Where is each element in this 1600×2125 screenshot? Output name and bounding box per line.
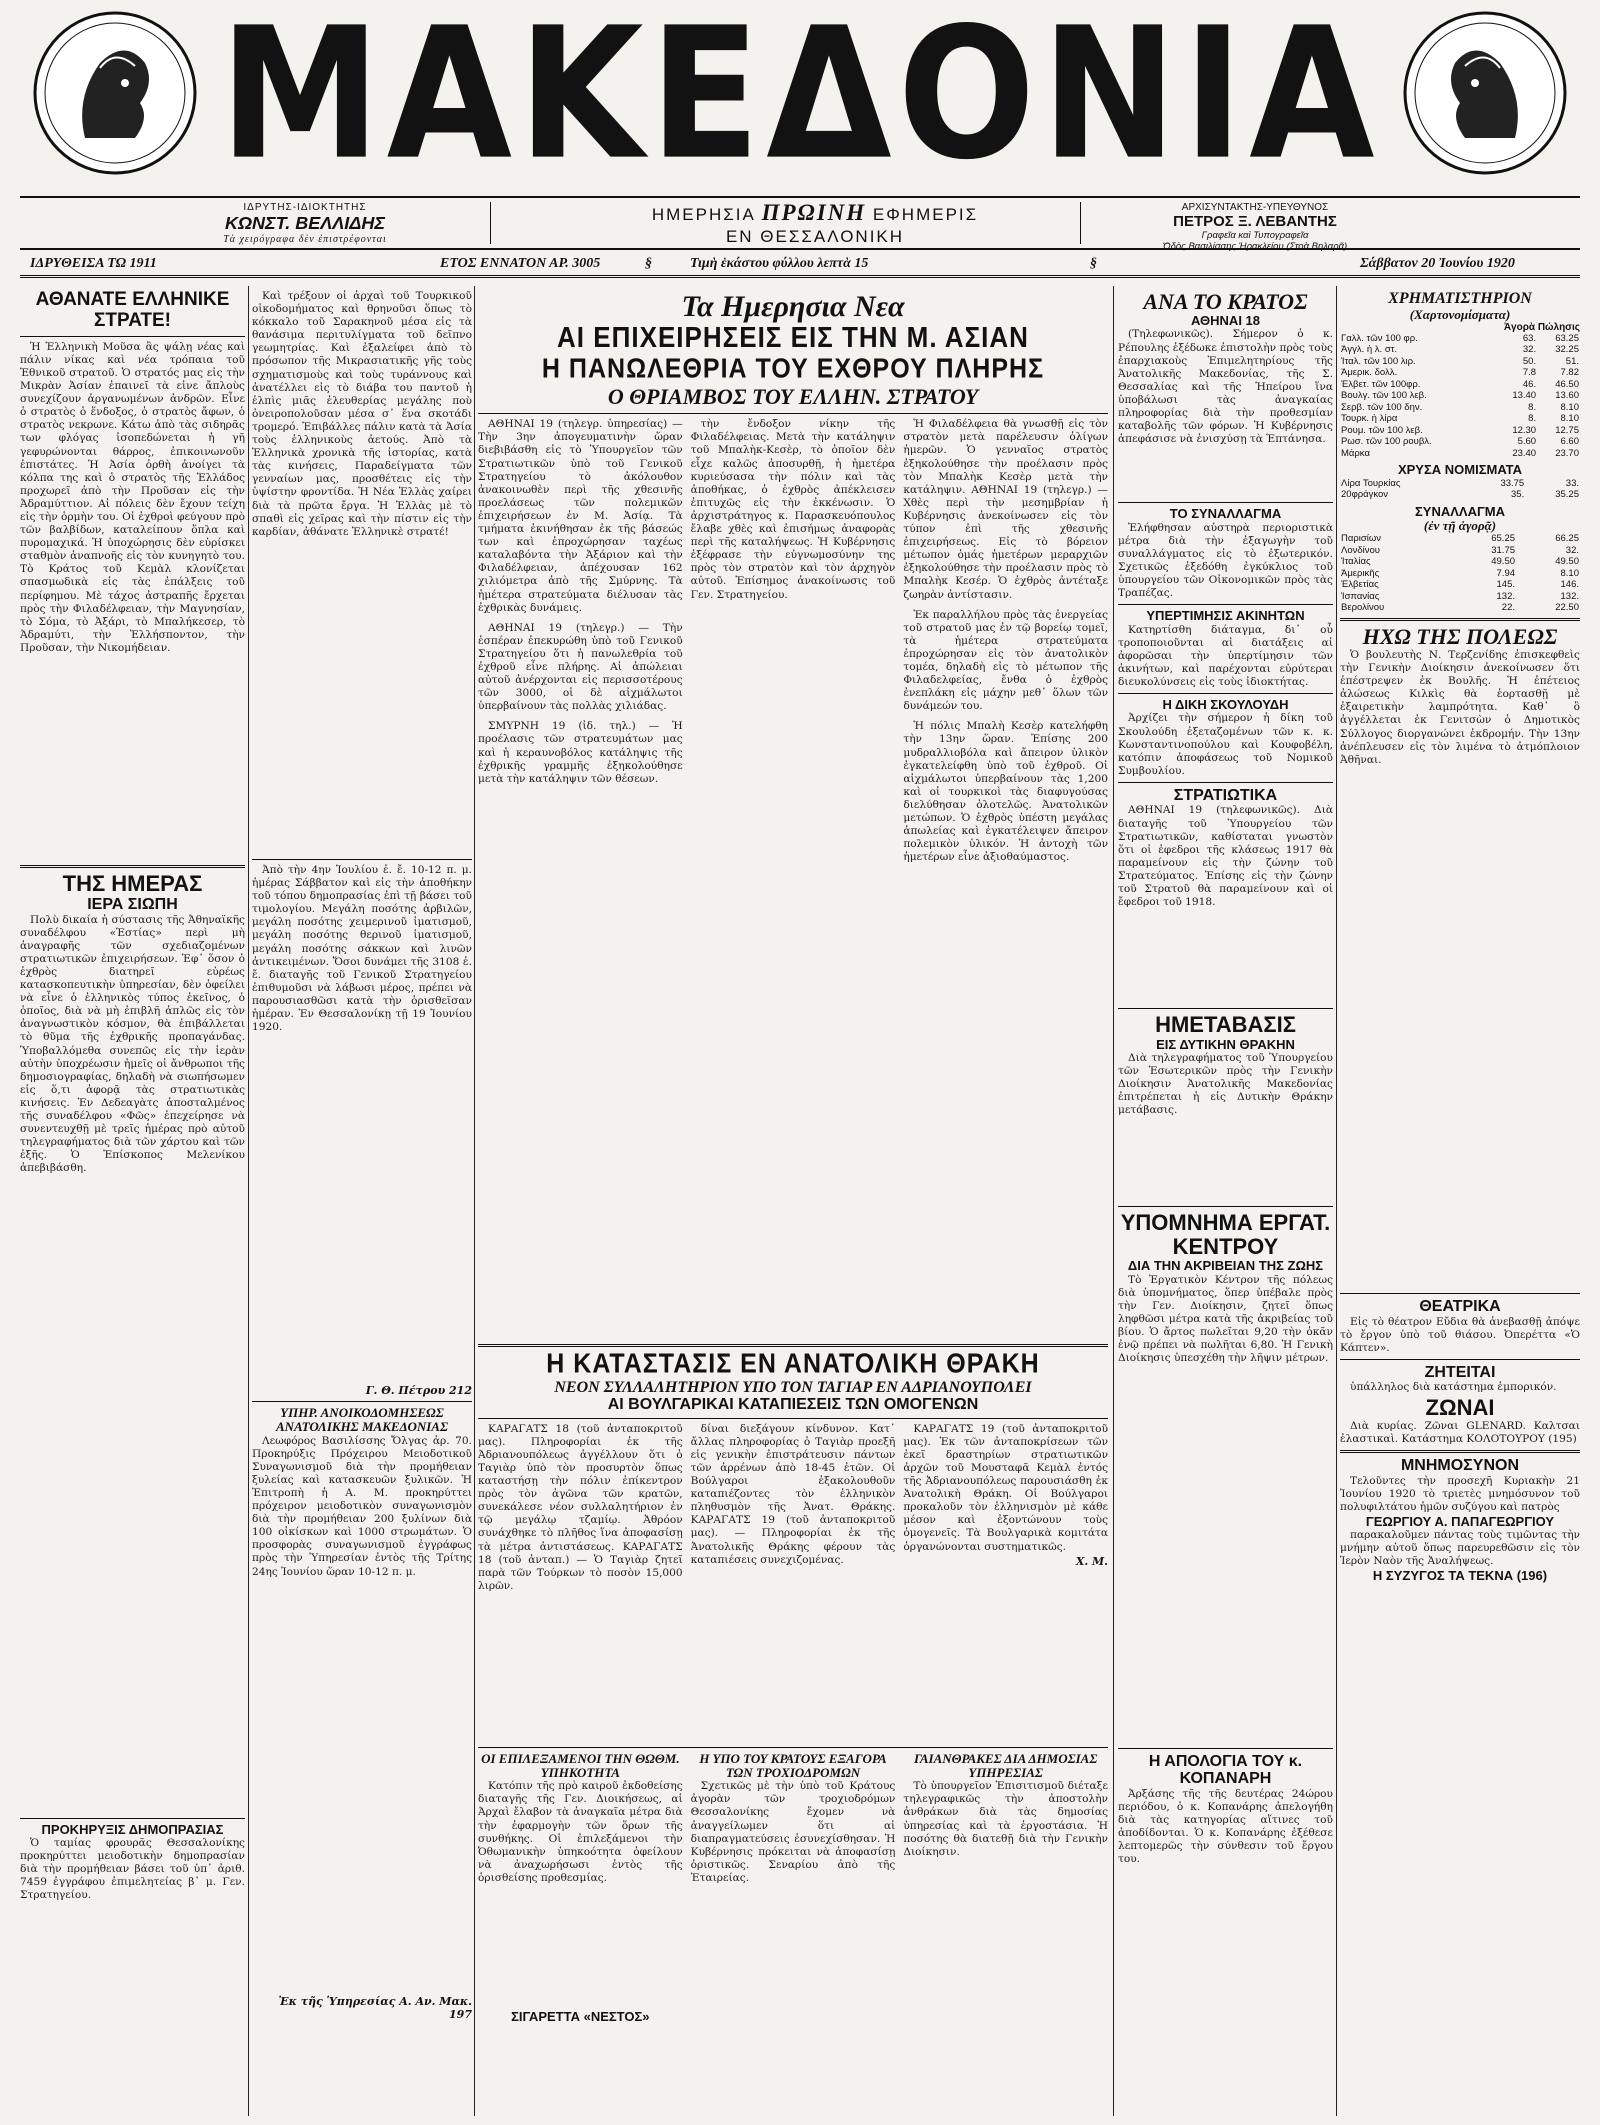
manuscripts-note: Τὰ χειρόγραφα δὲν ἐπιστρέφονται <box>223 234 387 245</box>
subhead-rally: ΝΕΟΝ ΣΥΛΛΑΛΗΤΗΡΙΟΝ ΥΠΟ ΤΟΝ ΤΑΓΙΑΡ ΕΝ ΑΔΡΙΑΝΟΥΠΟΛΕΙ <box>554 1378 1032 1396</box>
divider <box>478 1418 1108 1419</box>
editor-label: ΑΡΧΙΣΥΝΤΑΚΤΗΣ-ΥΠΕΥΘΥΝΟΣ <box>1181 202 1329 213</box>
headline-city-echo: ΗΧΩ ΤΗΣ ΠΟΛΕΩΣ <box>1362 623 1558 649</box>
divider <box>1340 1293 1580 1294</box>
market-currency: Ἰσπανίας <box>1341 590 1380 602</box>
article-exchange-rules <box>1118 522 1333 601</box>
market-currency: Ρουμ. τῶν 100 λεβ. <box>1341 424 1423 436</box>
article-ottoman-nationality-text <box>478 1780 683 2010</box>
headline-exchange: ΣΥΝΑΛΛΑΓΜΑ <box>1414 503 1505 519</box>
market-column-headers: Ἀγορὰ Πώλησις <box>1503 321 1580 333</box>
divider <box>20 336 245 337</box>
article-army-continued <box>252 290 472 855</box>
article-memorandum-body: Τὸ Ἐργατικὸν Κέντρον τῆς πόλεως διὰ ὑπομνήματος, ὅπερ ὑπέβαλε πρὸς τὴν Γεν. Διοίκησιν, ζητεῖ ὅπως ληφθῶσι μέτρα κατὰ τῆς ἀκριβείας τοῦ βίου. Ὁ ἄρτος πωλεῖται 9,20 τὴν ὀκᾶν ἐνῷ πρέπει νὰ πωλῆται 6,80. Ἡ Γενικὴ Διοίκησις ὑπεσχέθη τὴν λῆψιν μέτρων. <box>1118 1273 1333 1365</box>
article-coal-text <box>903 1780 1108 1859</box>
headline-property: ΥΠΕΡΤΙΜΗΣΙΣ ΑΚΙΝΗΤΩΝ <box>1146 608 1305 624</box>
market-rate: 22. <box>1501 602 1516 614</box>
article-army-continued-body: Καὶ τρέξουν οἱ ἀρχαὶ τοῦ Τουρκικοῦ οἰκοδομήματος καὶ θρηνοῦσι ὅπως τὸ κόκκαλο τοῦ Σαρακηνοῦ μέσα εἰς τὰ θανάσιμα περιτυλίγματα τοῦ δεῖπνο γεωμητρίας. Καὶ ἐξαλείφει ἀπὸ τὸ πρόσωπον τῆς Μικρασιατικῆς γῆς τοὺς σχηματισμοὺς καὶ τοὺς τυράννους καὶ ἀνατέλλει εἰς τὸ διάβα του παντοῦ ἡ ἐλπὶς μιᾶς ἐλευθερίας μεγάλης ποὺ ὀνειροπολοῦσαν μέσα σ᾽ ἕνα σκοτάδι τρομερό. Ἐπιβάλλες πάλιν κατὰ τὰ Ἀσία τοὺς ἑλληνικοὺς ἀετούς. Ἀπὸ τὰ Ἑλληνικὰ χρονικὰ τῆς ἱστορίας, κατὰ τὰς κινήσεις, Παραδείγματα τῶν γενναίων μας, προσθέτεις εἰς τὴν ὑψίστην φροντίδα. Ἡ Νέα Ἑλλὰς χαίρει διὰ τὰ πρῶτα ἔργα. Ἡ Ἑλλὰς μὲ τὸ σπαθὶ εἰς χεῖρας καὶ τὴν πίστιν εἰς τὴν καρδίαν, ἀθάνατε Ἑλληνικὲ στρατέ! <box>252 290 472 538</box>
divider <box>1118 502 1333 503</box>
article-military <box>1118 804 1333 1004</box>
market-rate: 63.25 <box>1555 332 1579 344</box>
article-theatre-body: Εἰς τὸ θέατρον Εὔδια θὰ ἀνεβασθῇ ἀπόψε τὸ ἔργον ὑπὸ τοῦ θιάσου. Ὀπερέττα «Ὁ Κάπτεν». <box>1340 1315 1580 1354</box>
notice-reconstruction-headline: ΥΠΗΡ. ΑΝΟΙΚΟΔΟΜΗΣΕΩΣ ΑΝΑΤΟΛΙΚΗΣ ΜΑΚΕΔΟΝΙΑΣ <box>275 1405 449 1435</box>
article-ottoman-nationality <box>478 1752 683 2052</box>
signature: Γ. Θ. Πέτρου 212 <box>365 1384 472 1397</box>
column-rule <box>1113 286 1114 2116</box>
article-theatre <box>1340 1316 1580 1355</box>
ad-wanted-headline: ΖΗΤΕΙΤΑΙ <box>1424 1363 1496 1381</box>
signature: Ἐκ τῆς Ὑπηρεσίας Α. Αν. Μακ. 197 <box>278 1994 472 2021</box>
market-row <box>1340 533 1580 545</box>
divider <box>20 865 245 868</box>
dispatch-eastern-front: Ἐκ παραλλήλου πρὸς τὰς ἐνεργείας τοῦ στρατοῦ μας ἐν τῷ βορείῳ τομεῖ, τὰ ἡμέτερα στρατεύματα ἐπροχώρησαν εἰς τὸν ἀνατολικὸν τομέα, δηλαδὴ εἰς τὸ μέτωπον τῆς Φιλαδελφείας, ἔνθα ὁ ἐχθρὸς ἐνεπλάκη εἰς μάχην μεθ᾽ ὅλων τῶν δυνάμεών του. <box>903 608 1108 713</box>
subhead-exchange: (ἐν τῇ ἀγορᾷ) <box>1423 517 1497 533</box>
market-currency: Ἰταλίας <box>1341 556 1371 568</box>
thrace-dispatch-2: δίναι διεξάγουν κίνδυνον. Κατ᾽ ἄλλας πληροφορίας ὁ Ταγιὰρ προεξῆ εἰς γενικὴν ἐπιστράτευσιν πάντων τῶν ἀρρένων ἀπὸ 18-45 ἐτῶν. Οἱ Βούλγαροι ἐξακολουθοῦν καταπιέζοντες τὸν ἑλληνικὸν πληθυσμὸν τῆς Ἀνατ. Θράκης. ΚΑΡΑΓΑΤΣ 19 (τοῦ ἀνταποκριτοῦ μας). — Πληροφορίαι ἐκ τῆς Ἀνατολικῆς Θράκης φέρουν τὰς καταπιέσεις συνεχιζομένας. <box>690 1422 896 1566</box>
dispatch-column-3 <box>903 418 1108 1318</box>
coin-emblem-left <box>30 8 200 178</box>
issue-number: ΕΤΟΣ ΕΝΝΑΤΟΝ ΑΡ. 3005 <box>440 256 601 271</box>
market-row <box>1340 367 1580 379</box>
market-currency: Βουλγ. τῶν 100 λεβ. <box>1341 390 1427 402</box>
market-rate: 7.82 <box>1560 367 1579 379</box>
market-row <box>1340 556 1580 568</box>
article-military-body: ΑΘΗΝΑΙ 19 (τηλεφωνικῶς). Διὰ διαταγῆς τοῦ Ὑπουργείου τῶν Στρατιωτικῶν, καθίσταται γνωστὸν ὅτι οἱ ἐφεδροι τῆς κλάσεως 1917 θὰ παραμείνουν εἰς τὴν ζώνην τοῦ Στρατεύματος. Ἐπίσης εἰς τὴν ζώνην τοῦ Στρατοῦ θὰ παραμείνουν καὶ οἱ ἔφεδροι τοῦ 1918. <box>1118 804 1333 909</box>
market-rate: 32.25 <box>1555 344 1579 356</box>
article-trial <box>1118 712 1333 777</box>
market-currency: Ἀμερικῆς <box>1341 567 1380 579</box>
headline-transfer: ΗΜΕΤΑΒΑΣΙΣ <box>1155 1012 1296 1038</box>
column-1 <box>20 290 245 2110</box>
article-apology <box>1118 1788 1333 1867</box>
bottom-columns <box>478 1752 1108 2052</box>
article-army <box>20 341 245 861</box>
divider <box>1118 693 1333 694</box>
headline-theatre: ΘΕΑΤΡΙΚΑ <box>1419 1297 1501 1315</box>
tagline-city: ΕΝ ΘΕΣΣΑΛΟΝΙΚΗ <box>725 227 905 246</box>
market-rate: 33. <box>1565 477 1579 489</box>
tagline-part-1: ΗΜΕΡΗΣΙΑ <box>651 205 755 224</box>
tagline <box>600 202 1030 248</box>
main-news-columns <box>478 418 1108 1318</box>
divider <box>1118 604 1333 605</box>
coin-emblem-right <box>1400 8 1570 178</box>
market-rate: 5.60 <box>1517 436 1537 448</box>
exchange-table <box>1340 533 1580 614</box>
market-rate: 8.10 <box>1560 401 1579 413</box>
article-tramways <box>691 1752 896 2052</box>
masthead <box>20 0 1580 201</box>
issue-date: Σάββατον 20 Ἰουνίου 1920 <box>1360 256 1515 271</box>
market-rate: 6.60 <box>1560 436 1579 448</box>
market-row <box>1340 344 1580 356</box>
article-memorandum <box>1118 1274 1333 1744</box>
article-state <box>1118 328 1333 498</box>
editor-block <box>1110 202 1400 252</box>
price-text: Τιμὴ ἑκάστου φύλλου λεπτὰ 15 <box>690 256 869 271</box>
headline-army: ΑΘΑΝΑΤΕ ΕΛΛΗΝΙΚΕ ΣΤΡΑΤΕ! <box>35 290 230 331</box>
market-rate: 35.25 <box>1555 489 1579 501</box>
notice-auction-body: Ὁ ταμίας φρουρᾶς Θεσσαλονίκης προκηρύττει μειοδοτικὴν δημοπρασίαν διὰ τὴν προμήθειαν βάσει τοῦ ὑπ᾽ ἀριθ. 7459 ἐγγράφου ἐπιμελητείας β᾽ μ. Γεν. Στρατηγείου. <box>20 1836 245 1902</box>
dispatch-athens-1: ΑΘΗΝΑΙ 19 (τηλεγρ. ὑπηρεσίας) — Τὴν 3ην ἀπογευματινὴν ὥραν διεβιβάσθη εἰς τὸ Ὑπουργεῖον τῶν Στρατιωτικῶν ὑπὸ τοῦ Γενικοῦ Στρατηγείου τὸ ἀκόλουθον ἀνακοινωθὲν περὶ τῆς χθεσινῆς προελάσεως τῶν πολεμικῶν ἐπιχειρήσεων ἐν Μ. Ἀσίᾳ. Τὰ τμήματα ἐκινήθησαν ἐκ τῆς βάσεώς των καὶ ἐπροχώρησαν ταχέως καταλαβόντα τὴν Ἀξάριον καὶ τὴν Φιλαδέλφειαν, ἀπέχουσαν 162 χιλιόμετρα ἀπὸ τῆς Σμύρνης. Τὰ ἡμέτερα στρατεύματα διέλυσαν τὰς ἐχθρικὰς δυνάμεις. <box>478 418 683 614</box>
office-line-2: Ὁδὸς Βασιλίσσης Ἡρακλείου (Στοὰ Βηλαρᾶ) <box>1162 241 1348 252</box>
headline-state: ΑΝΑ ΤΟ ΚΡΑΤΟΣ <box>1143 290 1308 314</box>
market-rate: 146. <box>1560 579 1579 591</box>
divider <box>1118 782 1333 783</box>
market-rate: 8. <box>1528 401 1537 413</box>
column-rule <box>474 286 475 2116</box>
market-row <box>1340 356 1580 368</box>
market-rate: 51. <box>1565 355 1579 367</box>
article-city-echo-body: Ὁ βουλευτὴς Ν. Τερζενίδης ἐπισκεφθεὶς τὴν Γενικὴν Διοίκησιν ἀνεκοίνωσεν ὅτι ἐπέστρεψεν ἐκ Βουλῆς. Ἡ ἐπέτειος ἀλώσεως Κιλκὶς θὰ ἑορτασθῇ μὲ ἐξαιρετικὴν λαμπρότητα. Καθ᾽ ὃ ἀγγέλλεται ἐκ Γενιτσὼν ὁ Δημοτικὸς Σύλλογος διοργανώνει ἐκδρομήν. Τὴν 13ην ἀνέπλευσεν εἰς τὸν λιμένα τὸ ἀτμόπλοιον Ἀθῆναι. <box>1340 648 1580 766</box>
founder-name: ΚΩΝΣΤ. ΒΕΛΛΙΔΗΣ <box>224 213 386 233</box>
state-dateline: ΑΘΗΝΑΙ 18 <box>1191 313 1260 329</box>
divider <box>1340 618 1580 621</box>
daily-news-kicker: Τα Ημερησια Νεα <box>681 290 905 323</box>
market-currency: Λονδίνου <box>1341 544 1381 556</box>
memorial-request: παρακαλοῦμεν πάντας τοὺς τιμῶντας τὴν μνήμην αὐτοῦ ὅπως παρευρεθῶσιν εἰς τὸν Ἱερὸν Ναὸν τῆς Ἀναλήψεως. <box>1340 1529 1580 1568</box>
article-tramways-text <box>691 1780 896 1885</box>
thrace-dispatch-1: ΚΑΡΑΓΑΤΣ 18 (τοῦ ἀνταποκριτοῦ μας). Πληροφορίαι ἐκ τῆς Ἀδριανουπόλεως ἀγγέλλουν ὅτι ὁ Ταγιὰρ ὑπὸ τὸν προσυρτὸν ὅπως καταστήσῃ τὴν πόλιν ἐπίκεντρον πρὸς τὸν ἀγῶνα τῶν κρατῶν, συνεκάλεσε νέον συλλαλητήριον ἐν τῷ μεγάλῳ τζαμίῳ. Ἀθρόον συνάχθηκε τὸ πλῆθος ἵνα ἀποφασίσῃ τὰ μέτρα ἀντιστάσεως. ΚΑΡΑΓΑΤΣ 18 (τοῦ ἀνταπ.) — Ὁ Ταγιὰρ ζητεῖ παρὰ τῶν Τούρκων τὸ ποσὸν 15,000 λιρῶν. <box>478 1422 683 1592</box>
notice-reconstruction-body: Λεωφόρος Βασιλίσσης Ὄλγας ἀρ. 70. Προκηρύξις Πρόχειρου Μειοδοτικοῦ Συναγωνισμοῦ διὰ τὴν προμήθειαν ξυλείας καὶ κατασκευῶν ξυλικῶν. Ἡ Ἐπιτροπὴ ἡ Α. Μ. προκηρύττει πρόχειρον μειοδοτικὸν συναγωνισμὸν διὰ τὴν προμήθειαν 200 ξυλίνων διὰ 100 οἰκίσκων καὶ 1000 στρωμάτων. Ὁ προσφορὰς συναγωνισμοῦ ἐγγράφως πρὸς τὴν Ὑπηρεσίαν ἐντὸς τῆς Τρίτης 24ης Ἰουνίου ὥραν 10-12 π. μ. <box>252 1434 472 1578</box>
ad-belts-body: Διὰ κυρίας. Ζῶναι GLENARD. Καλτσαι ἐλαστικαὶ. Κατάστημα ΚΟΛΟΤΟΥΡΟΥ (195) <box>1340 1419 1580 1445</box>
divider <box>1118 1748 1333 1749</box>
column-6 <box>1340 290 1580 2110</box>
market-rate: 132. <box>1560 590 1579 602</box>
market-rate: 23.40 <box>1512 447 1537 459</box>
headline-trial: Η ΔΙΚΗ ΣΚΟΥΛΟΥΔΗ <box>1162 697 1289 713</box>
headline-memorandum: ΥΠΟΜΝΗΜΑ ΕΡΓΑΤ. ΚΕΝΤΡΟΥ <box>1120 1209 1331 1260</box>
divider <box>478 1747 1108 1748</box>
market-rate: 12.30 <box>1512 424 1537 436</box>
market-rate: 8.10 <box>1560 413 1579 425</box>
market-rate: 32. <box>1522 344 1537 356</box>
market-row <box>1340 413 1580 425</box>
market-rate: 46.50 <box>1555 378 1579 390</box>
market-rate: 49.50 <box>1491 556 1516 568</box>
ad-wanted-body: ὑπάλληλος διὰ κατάστημα ἐμπορικόν. <box>1350 1381 1557 1394</box>
market-row <box>1340 390 1580 402</box>
article-coal-body: Τὸ ὑπουργεῖον Ἐπισιτισμοῦ διέταξε τηλεγραφικῶς τὴν ἀποστολὴν ἀνθράκων διὰ τὰς δημοσίας ὑπηρεσίας καὶ τὰ ἐργοστάσια. Ἡ ποσότης θὰ διατεθῇ διὰ τὴν Γενικὴν Διοίκησιν. <box>903 1780 1108 1858</box>
article-property <box>1118 624 1333 689</box>
market-currency: Ἑλβετίας <box>1341 579 1379 591</box>
article-silence <box>20 914 245 1814</box>
article-silence-body: Πολὺ δικαία ἡ σύστασις τῆς Ἀθηναϊκῆς συναδέλφου «Ἑστίας» περὶ μὴ ἀναγραφῆς τῶν σχεδιαζομένων στρατιωτικῶν ἐπιχειρήσεων. Ἐφ᾽ ὅσον ὁ ἐχθρὸς διατηρεῖ εὐρέως κατασκοπευτικὴν ὑπηρεσίαν, δὲν ὀφείλει νὰ εἶνε ὁ ἑλληνικὸς τύπος ἐκεῖνος, ὁ ὁποῖος, διὰ νὰ μὴ ἐπιβλῆ ἀπλῶς εἰς τὸν ἀναγνωστικὸν κόσμον, θὰ ἐπιβάλλεται τὸ θῦμα τῆς ἐχθρικῆς προπαγάνδας. Ὑποβαλλόμεθα συνεπῶς εἰς τὴν ἱερὰν αὐτὴν ὑποχρέωσιν ἡμεῖς οἱ ἄνθρωποι τῆς δημοσιογραφίας, δηλαδὴ νὰ σιωπήσωμεν εἰς ὅ,τι ἀφορᾷ τὰς στρατιωτικὰς κινήσεις. Ἐν Δεδεαγὰτς ἀποσταλμένος τῆς συναδέλφου «Φῶς» ἐπεχείρησε νὰ συνεντευχθῇ μὲ τρεῖς ἡμέρας πρὸ αὐτοῦ τηλεγραφήματος διὰ τῶν χάρτου καὶ τῶν ἐξῆς. Ὁ Ἐπίσκοπος Μελενίκου ἀπεβιβάσθη. <box>20 913 245 1175</box>
column-rule <box>1336 286 1337 2116</box>
market-row <box>1340 478 1580 490</box>
section-subhead: ΙΕΡΑ ΣΙΩΠΗ <box>87 895 178 913</box>
thrace-column-2 <box>691 1423 896 1743</box>
article-transfer <box>1118 1052 1333 1202</box>
market-currency: Ρωσ. τῶν 100 ρουβλ. <box>1341 436 1432 448</box>
divider <box>478 413 1108 414</box>
memorial-notice-continued <box>1340 1529 1580 1568</box>
article-army-body: Ἡ Ἑλληνικὴ Μοῦσα ἂς ψάλῃ νέας καὶ πάλιν νίκας καὶ νέα τρόπαια τοῦ Ἐθνικοῦ στρατοῦ. Ὁ στρατός μας εἰς τὴν Μικρὰν Ἀσίαν ἐπαινεῖ τὰ εἰνε ἄπλοὺς συνεχίζουν ἀργανωμένων ἀνδρῶν. Εἶνε ὁ στρατὸς ὁ ἕνδοξος, ὁ στρατὸς ἄφων, ὁ στρατὸς νεκρωνε. Κάτω ἀπὸ τὰς σιδηρᾶς των φλόγας ἰσοπεδώνεται ἡ γῆ γεφυρώνονται θάρρος, ἐπικοινωνοῦν ἐπιστάτες. Ἡ Ἀσία ὀρθὴ ἀνοίγει τὰ κόλπα της καὶ ὁ στρατὸς τῆς Ἑλλάδος προχωρεῖ ἀπὸ τὴν Προῦσαν εἰς τὴν Ἀδραμύττιον. Αἱ πόλεις δὲν ἔχουν τείχη εἰς τὴν ὁρμὴν του. Οἱ ἐχθροὶ φεύγουν πρὸ τῶν βαλβίδων, καταλείπουν ὅπλα καὶ πυρομαχικά. Ἡ ὑποχώρησις δὲν εὑρίσκει σταθμὸν ἀναπνοῆς εἰς τὸν κυνηγητὸ του. Τὸ Κράτος τοῦ Κεμὰλ κλονίζεται σπασμωδικὰ εἰς τὰς ἐπάλξεις τοῦ περίφημου. Μὲ τάχος ἀστραπῆς ἔρχεται πρὸς τὴν Φιλαδέλφειαν, τὴν Μαγνησίαν, τὸ Σόμα, τὸ Ἀξάρι, τὸ Μπαλήκεσερ, τὸ Ἀδραμύτι, τὴν Ἑλλήσποντον, τὴν Προῦσαν, τὴν Νικομήδειαν. <box>20 340 245 654</box>
subhead-transfer: ΕΙΣ ΔΥΤΙΚΗΝ ΘΡΑΚΗΝ <box>1156 1036 1295 1052</box>
headline-exchange-rules: ΤΟ ΣΥΝΑΛΛΑΓΜΑ <box>1169 506 1282 522</box>
market-rate: 65.25 <box>1491 533 1516 545</box>
article-ottoman-nationality-body: Κατόπιν τῆς πρὸ καιροῦ ἐκδοθείσης διαταγῆς τῆς Γεν. Διοικήσεως, αἱ Ἀρχαὶ ἔλαβον τὰ ἀναγκαῖα μέτρα διὰ τὴν ἐφαρμογὴν τῶν ὅρων τῆς συνθήκης. Οἱ ἐπιλεξάμενοι τὴν Ὀθωμανικὴν ὑπηκοότητα ὀφείλουν νὰ ἀναχωρήσωσι ἐντὸς τῆς ὁρισθείσης προθεσμίας. <box>478 1780 683 1884</box>
article-state-body: (Τηλεφωνικῶς). Σήμερον ὁ κ. Ρέπουλης ἐξέδωκε ἐπιστολὴν πρὸς τοὺς ἐπαρχιακοὺς Ἐπιμελητηρίους τῆς Ἀνατολικῆς Μακεδονίας, τῆς Σ. Θεσσαλίας καὶ τῆς Ἠπείρου ἵνα ὑποβάλωσι τὰς ἀναγκαίας πληροφορίας διὰ τὴν προθεσμίαν καταβολῆς τῶν φόρων. Ἡ Κυβέρνησις ἀπεφάσισε νὰ ἐνισχύσῃ τὰ Ἑπτάνησα. <box>1118 328 1333 446</box>
article-trial-body: Ἀρχίζει τὴν σήμερον ἡ δίκη τοῦ Σκουλούδη ἐξεταζομένων τῶν κ. κ. Κωνσταντινοπούλου καὶ Κουφοβέλη, κατόπιν ἀποφάσεως τοῦ Νομικοῦ Συμβουλίου. <box>1118 712 1333 777</box>
market-rate: 63. <box>1522 332 1537 344</box>
article-auction-continued-body: Ἀπὸ τὴν 4ην Ἰουλίου ἐ. ἔ. 10-12 π. μ. ἡμέρας Σάββατον καὶ εἰς τὴν ἀποθήκην τοῦ τόπου δημοπρασίας ἐπὶ τῇ βάσει τοῦ τιμολογίου. Μεγάλη ποσότης ἀρβιλῶν, μεγάλη ποσότης χειμερινοῦ ἱματισμοῦ, μεγάλη ποσότης θερινοῦ ἱματισμοῦ, μεγάλη ποσότης σάκκων καὶ λινῶν ἀντικειμένων. Ὅσοι δυνάμει τῆς 3108 ἐ. ἔ. διαταγῆς τοῦ Γενικοῦ Στρατηγείου ἐπιθυμοῦσι νὰ λάβωσι μέρος, πρέπει νὰ παρουσιασθῶσι κατὰ τὴν ὁρισθεῖσαν ἡμέραν. Ἐν Θεσσαλονίκῃ τῇ 19 Ἰουνίου 1920. <box>252 864 472 1034</box>
market-rate: 46. <box>1522 378 1537 390</box>
section-of-the-day: ΤΗΣ ΗΜΕΡΑΣ <box>62 870 203 896</box>
market-rate: 7.8 <box>1522 367 1537 379</box>
memorial-headline: ΜΝΗΜΟΣΥΝΟΝ <box>1400 1456 1520 1474</box>
market-currency: 20φράγκον <box>1341 489 1389 501</box>
market-currency: Ἀγγλ. ἡ λ. στ. <box>1341 344 1398 356</box>
headline-thrace: Η ΚΑΤΑΣΤΑΣΙΣ ΕΝ ΑΝΑΤΟΛΙΚΗ ΘΡΑΚΗ <box>546 1348 1040 1380</box>
ad-belts-headline: ΖΩΝΑΙ <box>1425 1394 1495 1420</box>
market-currency: Τουρκ. ἡ λίρα <box>1341 413 1398 425</box>
office-line-1: Γραφεῖα καὶ Τυπογραφεῖα <box>1201 230 1309 241</box>
divider <box>1340 1450 1580 1453</box>
market-rate: 13.40 <box>1512 390 1537 402</box>
notice-auction <box>20 1837 245 1902</box>
advertisement-cigarette: ΣΙΓΑΡΕΤΤΑ «ΝΕΣΤΟΣ» <box>511 2009 650 2025</box>
article-exchange-rules-body: Ἐλήφθησαν αὐστηρὰ περιοριστικὰ μέτρα διὰ τὴν ἐξαγωγὴν τοῦ συναλλάγματος εἰς τὸ ἐξωτερικόν. Σχετικῶς ἐξεδόθη ἐγκύκλιος τοῦ ὑπουργείου τῶν Οἰκονομικῶν πρὸς τὰς Τραπέζας. <box>1118 521 1333 600</box>
headline-asia-operations: ΑΙ ΕΠΙΧΕΙΡΗΣΕΙΣ ΕΙΣ ΤΗΝ Μ. ΑΣΙΑΝ <box>557 320 1029 354</box>
subhead-banknotes: (Χαρτονομίσματα) <box>1409 306 1511 322</box>
headline-ottoman-nationality: ΟΙ ΕΠΙΛΕΞΑΜΕΝΟΙ ΤΗΝ ΘΩΘΜ. ΥΠΗΚΟΤΗΤΑ <box>481 1751 680 1780</box>
market-currency: Ἐλβετ. τῶν 100φρ. <box>1341 378 1421 390</box>
thrace-columns <box>478 1423 1108 1743</box>
notice-reconstruction <box>252 1435 472 1995</box>
column-5 <box>1118 290 1333 2110</box>
market-row <box>1340 333 1580 345</box>
column-2 <box>252 290 472 2110</box>
market-rate: 35. <box>1511 489 1525 501</box>
market-rate: 13.60 <box>1555 390 1579 402</box>
market-rate: 23.70 <box>1555 447 1579 459</box>
headline-enemy-rout: Η ΠΑΝΩΛΕΘΡΙΑ ΤΟΥ ΕΧΘΡΟΥ ΠΛΗΡΗΣ <box>541 353 1045 384</box>
divider <box>1340 1359 1580 1360</box>
market-row <box>1340 602 1580 614</box>
thrace-column-1 <box>478 1423 683 1743</box>
founder-block <box>170 202 440 245</box>
section-mark: § <box>645 256 652 271</box>
market-rate: 8. <box>1528 413 1537 425</box>
market-row <box>1340 545 1580 557</box>
market-rate: 32. <box>1565 544 1579 556</box>
market-row <box>1340 402 1580 414</box>
dispatch-balikesir: Ἡ πόλις Μπαλὴ Κεσὲρ κατελήφθη τὴν 13ην ὥραν. Ἐπίσης 200 μυδραλλιοβόλα καὶ ἄπειρον ὑλικὸν ἐγκατελείφθη ὑπὸ τοῦ ἐχθροῦ. Οἱ αἰχμάλωτοι ὑπερβαίνουν τὰς 1,200 καὶ οἱ τουρκικοὶ τὰς διαφυγούσας διελύθησαν ὁλοτελῶς. Ἀνατολικῶν μετώπων. Ὁ ἐχθρὸς ὑπέστη μεγάλας ἀπωλείας καὶ ἐγκατέλειψεν ἄπειρον πολεμικὸν ὑλικόν. Ἡ ἀντοχὴ τῶν ἡμετέρων εἶνε ἀξιοθαύμαστος. <box>903 720 1108 864</box>
market-rate: 50. <box>1522 355 1537 367</box>
newspaper-title: ΜΑΚΕΔΟΝΙΑ <box>219 0 1381 201</box>
market-rate: 33.75 <box>1500 477 1525 489</box>
dispatch-column-2 <box>691 418 896 1318</box>
banknotes-table <box>1340 333 1580 460</box>
article-auction-continued <box>252 864 472 1384</box>
headline-stock-exchange: ΧΡΗΜΑΤΙΣΤΗΡΙΟΝ <box>1388 290 1532 307</box>
memorial-intro: Τελοῦντες τὴν προσεχῆ Κυριακὴν 21 Ἰουνίου 1920 τὸ τριετὲς μνημόσυνον τοῦ πολυφιλτάτου ἡμῶν συζύγου καὶ πατρὸς <box>1340 1474 1580 1513</box>
headline-military: ΣΤΡΑΤΙΩΤΙΚΑ <box>1173 786 1278 804</box>
divider <box>1118 1008 1333 1009</box>
market-rate: 49.50 <box>1555 556 1579 568</box>
market-currency: Ἀμερικ. δολλ. <box>1341 367 1398 379</box>
ad-wanted <box>1340 1381 1580 1394</box>
notice-headline: ΠΡΟΚΗΡΥΞΙΣ ΔΗΜΟΠΡΑΣΙΑΣ <box>41 1821 224 1837</box>
tagline-emphasis: ΠΡΩΙΝΗ <box>761 200 867 225</box>
market-rate: 66.25 <box>1555 533 1579 545</box>
subheader <box>20 196 1580 250</box>
market-currency: Σερβ. τῶν 100 δην. <box>1341 401 1423 413</box>
dispatch-continued: τὴν ἔνδοξον νίκην τῆς Φιλαδέλφειας. Μετὰ τὴν κατάληψιν τοῦ Μπαλὴκ-Κεσὲρ, τὸ ὁποῖον δὲν εἶχε καλῶς ἀποσυρθῇ, ἡ ἡμετέρα κυριεύσασα τὴν πόλιν καὶ τὰς ἀποθήκας, ὁ ἐχθρὸς ἀπέκλεισεν ἐπιτυχῶς εἰς τὴν ἐκκένωσιν. Ὁ ἀρχιστράτηγος κ. Παρασκευόπουλος ἔλαβε χθὲς καὶ ἐπισήμως ἀναφορὰς περὶ τῆς καταλήψεως. Ἡ Κυβέρνησις ἐξέφρασε τὴν εὐγνωμοσύνην της πρὸς τὸν στρατὸν καὶ τὸν ἀρχηγὸν αὐτοῦ. Ἐπίσημος ἀνακοίνωσις τοῦ Γεν. Στρατηγείου. <box>690 418 896 601</box>
market-row <box>1340 379 1580 391</box>
divider <box>478 1344 1108 1347</box>
market-rate: 132. <box>1496 590 1516 602</box>
dispatch-column-1 <box>478 418 683 1318</box>
dispatch-athens-2: ΑΘΗΝΑΙ 19 (τηλεγρ.) — Τὴν ἑσπέραν ἐπεκυρώθη ὑπὸ τοῦ Γενικοῦ Στρατηγείου ὅτι ἡ πανωλεθρία τοῦ ἐχθροῦ εἶνε πλήρης. Αἱ ἀπώλειαι αὐτοῦ ἀνέρχονται εἰς περισσοτέρους τῶν 3000, οἱ δὲ αἰχμάλωτοι ὑπερβαίνουν τὰς πολλὰς χιλιάδας. <box>478 621 683 713</box>
memorial-signature: Η ΣΥΖΥΓΟΣ ΤΑ ΤΕΚΝΑ (196) <box>1372 1568 1548 1584</box>
headline-coal: ΓΑΙΑΝΘΡΑΚΕΣ ΔΙΑ ΔΗΜΟΣΙΑΣ ΥΠΗΡΕΣΙΑΣ <box>913 1751 1098 1780</box>
market-row <box>1340 579 1580 591</box>
thrace-section <box>478 1340 1108 2110</box>
market-rate: 7.94 <box>1496 567 1516 579</box>
market-rate: 8.10 <box>1560 567 1579 579</box>
market-rate: 22.50 <box>1555 602 1579 614</box>
section-mark: § <box>1090 256 1097 271</box>
market-row <box>1340 489 1580 501</box>
market-rate: 31.75 <box>1491 544 1516 556</box>
divider <box>490 202 491 244</box>
thrace-dispatch-3: ΚΑΡΑΓΑΤΣ 19 (τοῦ ἀνταποκριτοῦ μας). Ἐκ τῶν ἀνταποκρίσεων τῶν ἐκεῖ δραστηρίων στρατιωτικῶν ἀρχῶν τοῦ Μουσταφᾶ Κεμὰλ ἐντός τῆς Ἀδριανουπόλεως παρουσιάσθη ἐκ Ἀνατολικὴ Θράκη. Οἱ Βούλγαροι προκαλοῦν τὸν ἑλληνισμὸν μὲ κάθε μέσον καὶ ἐξοντώνουν τοὺς ὁμογενεῖς. Τὰ Βουλγαρικὰ κομιτάτα ὀργανώνονται συστηματικῶς. <box>903 1422 1108 1553</box>
market-row <box>1340 568 1580 580</box>
dispatch-philadelphia: Ἡ Φιλαδέλφεια θὰ γνωσθῇ εἰς τὸν στρατὸν μετὰ παρέλευσιν ὀλίγων ἡμερῶν. Ὁ γενναῖος στρατὸς ἐξηκολούθησε τὴν προέλασιν πρὸς τὸν Μπαλὴκ Κεσὲρ μετὰ τὴν κατάληψιν. ΑΘΗΝΑΙ 19 (τηλεγρ.) — Χθὲς περὶ τὴν μεσημβρίαν ἡ Κυβέρνησις ἀνεκοίνωσεν εἰς τὸν τύπον ἐπὶ τῆς χθεσινῆς ἐπιχειρήσεως. Εἰς τὸ βόρειον μέτωπον ὁμάς ἡμετέρων μεραρχιῶν ἐξηκολούθησε τὴν προέλασιν πρὸς τὸ Μπαλὴκ Κεσέρ. Ὁ ἐχθρὸς ἀντέταξε ζωηρὰν ἀντίστασιν. <box>903 418 1108 601</box>
market-currency: Γαλλ. τῶν 100 φρ. <box>1341 332 1418 344</box>
market-currency: Μάρκα <box>1341 447 1370 459</box>
market-rate: 12.75 <box>1555 424 1579 436</box>
article-property-body: Κατηρτίσθη διάταγμα, δι᾽ οὗ τροποποιοῦνται αἱ διατάξεις αἱ ἀφορῶσαι τὴν ὑπερτίμησιν τῶν ἀκινήτων, καὶ παρέχονται εὐρύτεραι διευκολύνσεις εἰς τοὺς ἰδιοκτήτας. <box>1118 623 1333 689</box>
tagline-part-2: ΕΦΗΜΕΡΙΣ <box>872 205 979 224</box>
column-rule <box>248 286 249 2116</box>
founded-text: ΙΔΡΥΘΕΙΣΑ ΤΩ 1911 <box>30 256 157 271</box>
founder-label: ΙΔΡΥΤΗΣ-ΙΔΙΟΚΤΗΤΗΣ <box>243 202 367 213</box>
market-rate: 145. <box>1496 579 1516 591</box>
divider <box>20 1818 245 1819</box>
divider <box>252 1401 472 1402</box>
article-apology-body: Ἀρξάσης τῆς τῆς δευτέρας 24ώρου περιόδου, ὁ κ. Κοπανάρης ἀπελογήθη διὰ τὰς κατηγορίας αἵτινες τοῦ ἀποδίδονται. Ὁ κ. Κοπανάρης ἐξέθεσε λεπτομερῶς τὴν σύνθεσιν τοῦ ἔργου του. <box>1118 1787 1333 1866</box>
market-currency: Ἰταλ. τῶν 100 λιρ. <box>1341 355 1416 367</box>
main-news <box>478 290 1108 1340</box>
article-coal <box>903 1752 1108 2052</box>
subhead-memorandum: ΔΙΑ ΤΗΝ ΑΚΡΙΒΕΙΑΝ ΤΗΣ ΖΩΗΣ <box>1127 1258 1324 1274</box>
article-tramways-body: Σχετικῶς μὲ τὴν ὑπὸ τοῦ Κράτους ἀγορὰν τῶν τροχιοδρόμων Θεσσαλονίκης ἔχομεν νὰ ἀναγγείλωμεν ὅτι αἱ διαπραγματεύσεις ἐσυνεχίσθησαν. Ἡ Κυβέρνησις πρόκειται νὰ ἀποφασίσῃ ὁριστικῶς. Σεναρίου ἀπὸ τῆς Ἑταιρείας. <box>690 1780 896 1884</box>
market-row <box>1340 436 1580 448</box>
signature: Χ. Μ. <box>1075 1554 1108 1568</box>
headline-gold-coins: ΧΡΥΣΑ ΝΟΜΙΣΜΑΤΑ <box>1397 462 1523 478</box>
gold-coins-table <box>1340 478 1580 501</box>
divider <box>1080 202 1081 244</box>
market-row <box>1340 448 1580 460</box>
market-row <box>1340 425 1580 437</box>
market-currency: Βερολίνου <box>1341 602 1385 614</box>
article-city-echo <box>1340 649 1580 1289</box>
thrace-column-3 <box>903 1423 1108 1743</box>
headline-tramways: Η ΥΠΟ ΤΟΥ ΚΡΑΤΟΥΣ ΕΞΑΓΟΡΑ ΤΩΝ ΤΡΟΧΙΟΔΡΟΜΩΝ <box>699 1751 887 1780</box>
market-currency: Λίρα Τουρκίας <box>1341 477 1401 489</box>
headline-apology: Η ΑΠΟΛΟΓΙΑ ΤΟΥ κ. ΚΟΠΑΝΑΡΗ <box>1148 1752 1303 1788</box>
editor-name: ΠΕΤΡΟΣ Ξ. ΛΕΒΑΝΤΗΣ <box>1173 213 1337 230</box>
subhead-oppression: ΑΙ ΒΟΥΛΓΑΡΙΚΑΙ ΚΑΤΑΠΙΕΣΕΙΣ ΤΩΝ ΟΜΟΓΕΝΩΝ <box>607 1396 979 1414</box>
market-row <box>1340 591 1580 603</box>
divider <box>1118 1206 1333 1207</box>
divider <box>252 859 472 860</box>
dispatch-smyrna: ΣΜΥΡΝΗ 19 (ἰδ. τηλ.) — Ἡ προέλασις τῶν στρατευμάτων μας καὶ ἡ κεραυνοβόλος κατάληψις τῆς ἐχθρικῆς γραμμῆς ἐξηκολούθησε μετὰ τὴν κατάληψιν τῶν θέσεων. <box>478 720 683 785</box>
memorial-notice <box>1340 1475 1580 1514</box>
article-transfer-body: Διὰ τηλεγραφήματος τοῦ Ὑπουργείου τῶν Ἐσωτερικῶν πρὸς τὴν Γενικὴν Διοίκησιν Ἀνατολικῆς Μακεδονίας ἐπιτρέπεται ἡ εἰς Δυτικὴν Θράκην μετάβασις. <box>1118 1051 1333 1117</box>
memorial-name: ΓΕΩΡΓΙΟΥ Α. ΠΑΠΑΓΕΩΡΓΙΟΥ <box>1365 1513 1555 1529</box>
market-currency: Παρισίων <box>1341 533 1382 545</box>
dateline <box>20 252 1580 278</box>
headline-triumph: Ο ΘΡΙΑΜΒΟΣ ΤΟΥ ΕΛΛΗΝ. ΣΤΡΑΤΟΥ <box>607 384 979 410</box>
ad-belts <box>1340 1420 1580 1446</box>
